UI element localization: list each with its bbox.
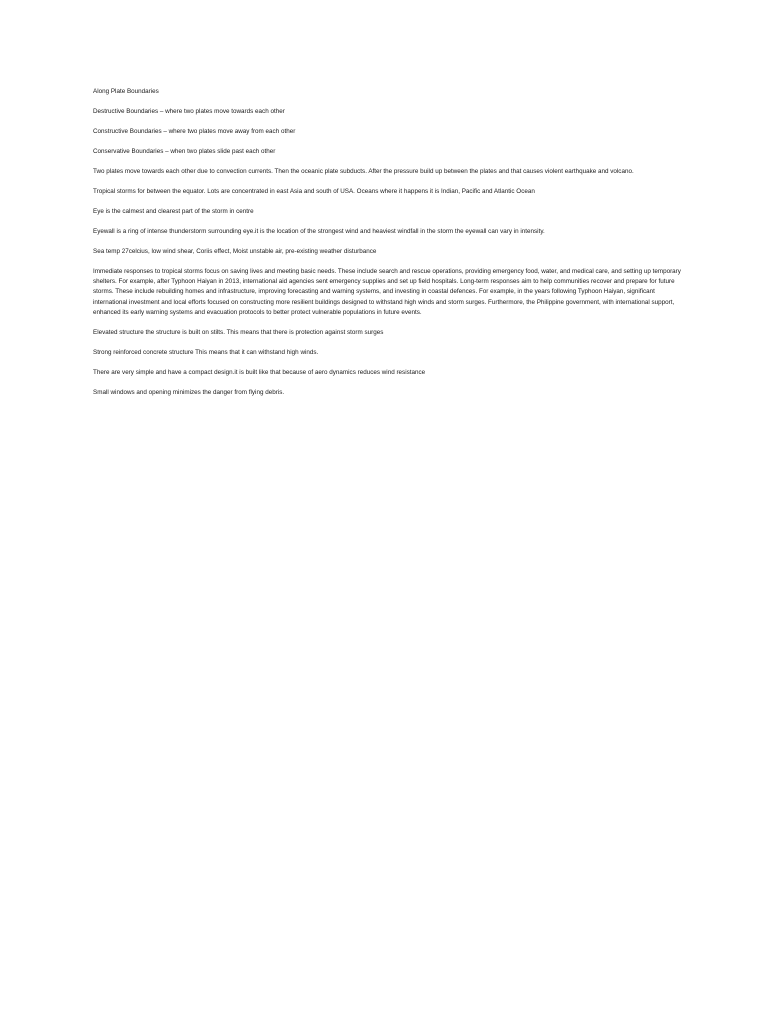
paragraph-responses: Immediate responses to tropical storms focus on saving lives and meeting basic needs. These include search and rescue operations, providing emergency food, water, and medical care, and setting up temporary shelters. For example, after Typhoon Haiyan in 2013, international aid agencies sent emergency supplies and set up field hospitals. Long-term responses aim to help communities recover and prepare for future storms. These include rebuilding homes and infrastructure, improving forecasting and warning systems, and investing in coastal defences. For example, in the years following Typhoon Haiyan, significant international investment and local efforts focused on constructing more resilient buildings designed to withstand high winds and storm surges. Furthermore, the Philippine government, with international support, enhanced its early warning systems and evacuation protocols to better protect vulnerable populations in future events. (93, 268, 681, 316)
paragraph-compact-design: There are very simple and have a compact design.it is built like that because of aero dynamics reduces wind resistance (93, 368, 426, 376)
paragraph-eye: Eye is the calmest and clearest part of the storm in centre (93, 208, 254, 215)
paragraph-tropical-storms: Tropical storms for between the equator. Lots are concentrated in east Asia and south of USA. Oceans where it happens it is Indian, Pacific and Atlantic Ocean (93, 188, 535, 195)
paragraph-constructive: Constructive Boundaries – where two plates move away from each other (93, 128, 296, 135)
paragraph-convection: Two plates move towards each other due to convection currents. Then the oceanic plate subducts. After the pressure build up between the plates and that causes violent earthquake and volcano. (93, 168, 634, 175)
paragraph-destructive: Destructive Boundaries – where two plates move towards each other (93, 108, 285, 115)
paragraph-concrete-structure: Strong reinforced concrete structure This means that it can withstand high winds. (93, 348, 319, 356)
heading-plate-boundaries: Along Plate Boundaries (93, 88, 159, 95)
paragraph-eyewall: Eyewall is a ring of intense thunderstorm surrounding eye.it is the location of the strongest wind and heaviest windfall in the storm the eyewall can vary in intensity. (93, 228, 545, 235)
paragraph-conditions: Sea temp 27celcius, low wind shear, Coriis effect, Moist unstable air, pre-existing weather disturbance (93, 248, 377, 255)
paragraph-small-windows: Small windows and opening minimizes the danger from flying debris. (93, 388, 285, 396)
paragraph-elevated-structure: Elevated structure the structure is built on stilts. This means that there is protection against storm surges (93, 328, 384, 336)
paragraph-conservative: Conservative Boundaries – when two plates slide past each other (93, 148, 276, 155)
document-body (93, 87, 683, 408)
